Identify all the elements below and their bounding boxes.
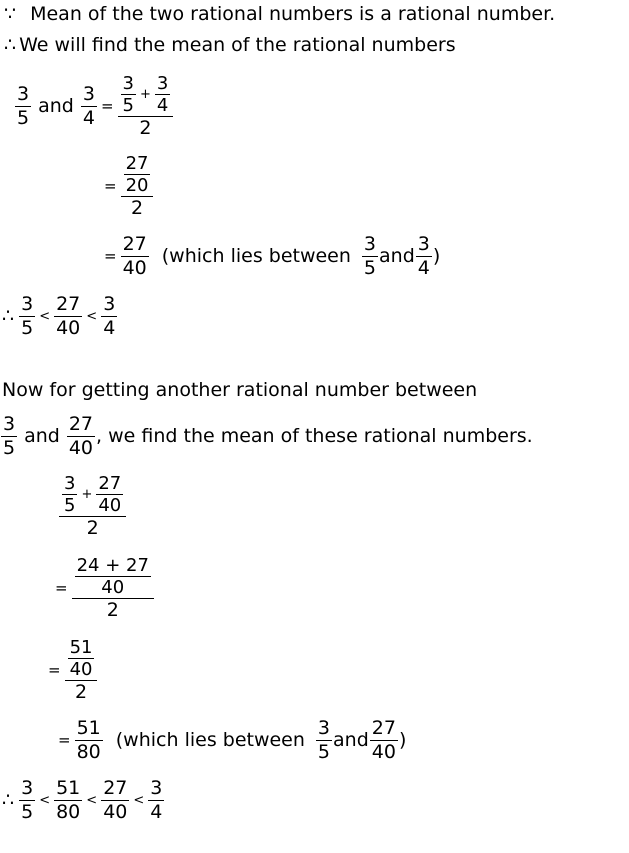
- fraction-3-4: $\frac{3}{4}$: [103, 292, 116, 339]
- first-mean-result: [101, 230, 440, 282]
- therefore-symbol: ∴: [2, 305, 15, 327]
- first-inequality: [2, 290, 118, 342]
- fraction-3-4: $\frac{3}{4}$: [82, 82, 95, 129]
- because-symbol: ∵: [4, 3, 17, 25]
- less-than-sign: <: [133, 792, 145, 808]
- plus-sign: +: [139, 86, 151, 102]
- equals-sign: =: [104, 177, 117, 195]
- less-than-sign: <: [39, 792, 51, 808]
- and-word: and: [38, 95, 74, 117]
- fraction-27-40: $\frac{27}{40}$: [103, 776, 128, 823]
- fraction-3-5: $\frac{3}{5}$: [17, 82, 30, 129]
- equals-sign: =: [55, 579, 68, 597]
- second-intro-text: Now for getting another rational number between: [2, 379, 478, 401]
- fraction-27-40: $\frac{27}{40}$: [371, 716, 396, 763]
- first-mean-equation: [14, 64, 174, 148]
- fraction-51-40: $\frac{51}{40}$: [69, 636, 93, 680]
- compound-fraction-51-40-over-2: $\frac{\frac{24 + 27}{40}}{2}$: [72, 555, 154, 622]
- therefore-symbol: ∴: [4, 34, 17, 56]
- fraction-3-5: $\frac{3}{5}$: [122, 72, 134, 116]
- compound-fraction-27-20-over-2: $\frac{\frac{27}{20}}{2}$: [121, 153, 154, 220]
- second-mean-step-3: [45, 632, 98, 708]
- second-inequality: [2, 774, 165, 826]
- and-word: and: [24, 425, 60, 447]
- mean-compound-fraction: $\frac{3}{5}$ + $\frac{3}{4}$ 2: [118, 73, 174, 140]
- plus-sign: +: [81, 486, 93, 502]
- equals-sign: =: [100, 97, 114, 115]
- equals-sign: =: [48, 661, 61, 679]
- fraction-51-80: $\frac{51}{80}$: [56, 776, 81, 823]
- mean-compound-fraction: $\frac{3}{5}$ + $\frac{27}{40}$ 2: [59, 473, 126, 540]
- intro-line-1: [4, 0, 555, 28]
- compound-fraction-51-40-over-2: $\frac{\frac{51}{40}}{2}$: [65, 637, 98, 704]
- equals-sign: =: [58, 731, 71, 749]
- fraction-3-5: $\frac{3}{5}$: [64, 472, 76, 516]
- therefore-symbol: ∴: [2, 789, 15, 811]
- fraction-3-4: $\frac{3}{4}$: [150, 776, 163, 823]
- fraction-27-40: $\frac{27}{40}$: [56, 292, 81, 339]
- second-intro-rest: , we find the mean of these rational numbers.: [96, 425, 533, 447]
- first-mean-step-2: [101, 148, 154, 224]
- lies-between-text: (which lies between: [161, 245, 351, 267]
- fraction-24-plus-27-over-40: $\frac{24 + 27}{40}$: [76, 554, 149, 598]
- fraction-3-5: $\frac{3}{5}$: [21, 776, 34, 823]
- less-than-sign: <: [86, 308, 98, 324]
- close-paren: ): [398, 729, 407, 751]
- lies-between-text: (which lies between: [115, 729, 305, 751]
- close-paren: ): [432, 245, 441, 267]
- second-mean-step-2: [52, 550, 155, 626]
- less-than-sign: <: [86, 792, 98, 808]
- fraction-27-20: $\frac{27}{20}$: [125, 152, 149, 196]
- and-word: and: [379, 245, 415, 267]
- fraction-3-4: $\frac{3}{4}$: [156, 72, 169, 116]
- intro-line-2: [4, 31, 456, 59]
- intro-text-1: Mean of the two rational numbers is a rational number.: [30, 3, 556, 25]
- fraction-3-5: $\frac{3}{5}$: [363, 232, 377, 279]
- second-intro-line-1: [2, 376, 477, 404]
- second-intro-line-2: [0, 410, 533, 462]
- fraction-3-4: $\frac{3}{4}$: [417, 232, 430, 279]
- fraction-27-40: $\frac{27}{40}$: [98, 472, 122, 516]
- intro-text-2: We will find the mean of the rational numbers: [19, 34, 456, 56]
- fraction-27-40: $\frac{27}{40}$: [68, 412, 94, 459]
- fraction-27-40: $\frac{27}{40}$: [122, 232, 147, 279]
- fraction-3-5: $\frac{3}{5}$: [3, 412, 16, 459]
- less-than-sign: <: [39, 308, 51, 324]
- fraction-3-5: $\frac{3}{5}$: [317, 716, 331, 763]
- fraction-3-5: $\frac{3}{5}$: [21, 292, 34, 339]
- and-word: and: [333, 729, 369, 751]
- second-mean-result: [55, 714, 406, 766]
- equals-sign: =: [104, 247, 117, 265]
- second-mean-step-1: [58, 466, 127, 546]
- fraction-51-80: $\frac{51}{80}$: [76, 716, 101, 763]
